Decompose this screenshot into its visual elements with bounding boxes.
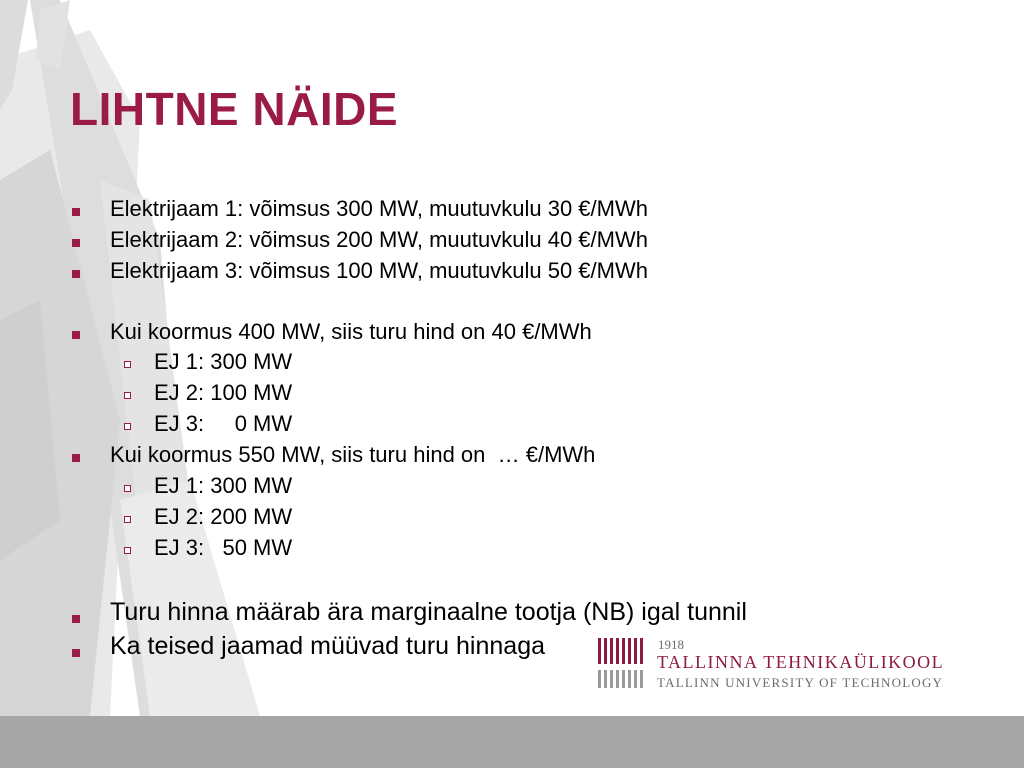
university-logo-icon <box>598 632 652 690</box>
bullet-marker <box>72 649 80 657</box>
sub-bullet-marker <box>124 547 131 554</box>
sub-bullet-ej3: EJ 3: 50 MW <box>154 535 293 560</box>
sub-bullet-ej1: EJ 1: 300 MW <box>154 473 293 498</box>
sub-bullet-ej3: EJ 3: 0 MW <box>154 411 293 436</box>
bullet-marker <box>72 208 80 216</box>
bullet-plant-2: Elektrijaam 2: võimsus 200 MW, muutuvkulu 40 €/MWh <box>110 227 648 252</box>
sub-bullet-ej2: EJ 2: 200 MW <box>154 504 293 529</box>
sub-bullet-marker <box>124 423 131 430</box>
sub-bullet-marker <box>124 392 131 399</box>
bullet-case-550: Kui koormus 550 MW, siis turu hind on … €/MWh <box>110 442 596 467</box>
bullet-marker <box>72 239 80 247</box>
footer-bar <box>0 716 1024 768</box>
logo-year: 1918 <box>658 637 684 652</box>
sub-bullet-ej1: EJ 1: 300 MW <box>154 349 293 374</box>
bullet-plant-3: Elektrijaam 3: võimsus 100 MW, muutuvkulu 50 €/MWh <box>110 258 648 283</box>
bullet-plant-1: Elektrijaam 1: võimsus 300 MW, muutuvkulu 30 €/MWh <box>110 196 648 221</box>
bullet-market-price: Ka teised jaamad müüvad turu hinnaga <box>110 632 546 660</box>
logo-university-name-en: TALLINN UNIVERSITY OF TECHNOLOGY <box>657 675 944 690</box>
slide-title: LIHTNE NÄIDE <box>70 83 398 135</box>
sub-bullet-marker <box>124 485 131 492</box>
bullet-marginal-producer: Turu hinna määrab ära marginaalne tootja (NB) igal tunnil <box>110 598 747 626</box>
bullet-marker <box>72 454 80 462</box>
sub-bullet-marker <box>124 361 131 368</box>
bullet-marker <box>72 331 80 339</box>
bullet-marker <box>72 270 80 278</box>
bullet-marker <box>72 615 80 623</box>
sub-bullet-ej2: EJ 2: 100 MW <box>154 380 293 405</box>
sub-bullet-marker <box>124 516 131 523</box>
bullet-case-400: Kui koormus 400 MW, siis turu hind on 40 €/MWh <box>110 319 592 344</box>
logo-university-name: TALLINNA TEHNIKAÜLIKOOL <box>657 652 945 672</box>
